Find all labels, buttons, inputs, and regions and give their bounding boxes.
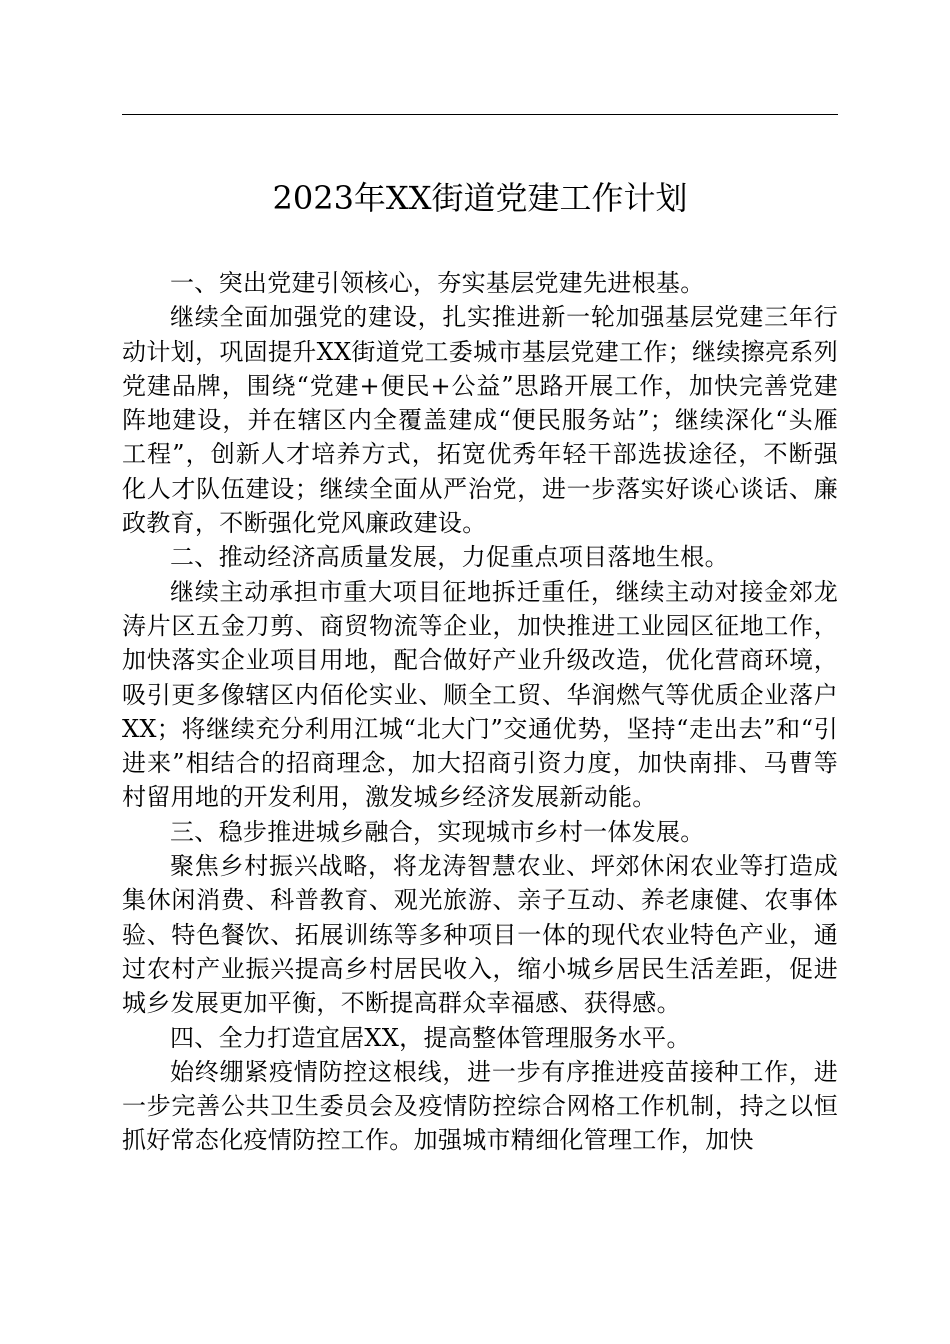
section-heading-1: 一、突出党建引领核心，夯实基层党建先进根基。	[170, 269, 705, 297]
body-paragraph-4: 始终绷紧疫情防控这根线，进一步有序推进疫苗接种工作，进一步完善公共卫生委员会及疫情防控综合网格工作机制，持之以恒抓好常态化疫情防控工作。加强城市精细化管理工作，加快	[122, 1057, 838, 1155]
document-title: 2023年XX街道党建工作计划	[272, 179, 688, 217]
header-rule	[122, 114, 838, 115]
body-paragraph-1: 继续全面加强党的建设，扎实推进新一轮加强基层党建三年行动计划，巩固提升XX街道党工委城市基层党建工作；继续擦亮系列党建品牌，围绕“党建+便民+公益”思路开展工作，加快完善党建阵地建设，并在辖区内全覆盖建成“便民服务站”；继续深化“头雁工程”，创新人才培养方式，拓宽优秀年轻干部选拔途径，不断强化人才队伍建设；继续全面从严治党，进一步落实好谈心谈话、廉政教育，不断强化党风廉政建设。	[122, 303, 838, 538]
section-heading-3: 三、稳步推进城乡融合，实现城市乡村一体发展。	[170, 817, 705, 846]
body-paragraph-2: 继续主动承担市重大项目征地拆迁重任，继续主动对接金郊龙涛片区五金刀剪、商贸物流等企业，加快推进工业园区征地工作，加快落实企业项目用地，配合做好产业升级改造，优化营商环境，吸引更多像辖区内佰伦实业、顺全工贸、华润燃气等优质企业落户XX；将继续充分利用江城“北大门”交通优势，坚持“走出去”和“引进来”相结合的招商理念，加大招商引资力度，加快南排、马曹等村留用地的开发利用，激发城乡经济发展新动能。	[122, 577, 838, 812]
document-body	[122, 266, 838, 1158]
section-heading-2: 二、推动经济高质量发展，力促重点项目落地生根。	[170, 543, 729, 572]
body-paragraph-3: 聚焦乡村振兴战略，将龙涛智慧农业、坪郊休闲农业等打造成集休闲消费、科普教育、观光旅游、亲子互动、养老康健、农事体验、特色餐饮、拓展训练等多种项目一体的现代农业特色产业，通过农村产业振兴提高乡村居民收入，缩小城乡居民生活差距，促进城乡发展更加平衡，不断提高群众幸福感、获得感。	[122, 852, 838, 1018]
section-heading-4: 四、全力打造宜居XX，提高整体管理服务水平。	[170, 1023, 691, 1052]
